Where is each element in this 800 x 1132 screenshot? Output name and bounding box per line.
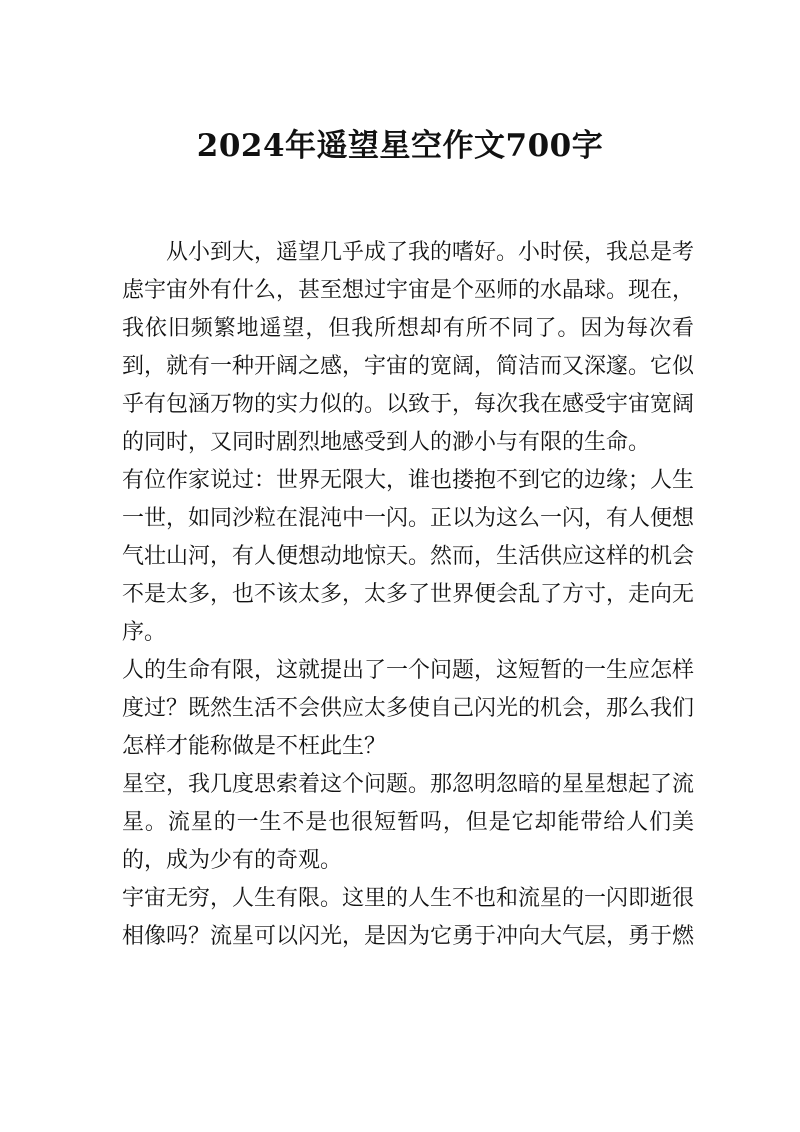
- paragraph-3: 人的生命有限，这就提出了一个问题，这短暂的一生应怎样度过？既然生活不会供应太多使自己闪光的机会，那么我们怎样才能称做是不枉此生？: [122, 658, 695, 759]
- paragraph-2: 有位作家说过：世界无限大，谁也搂抱不到它的边缘；人生一世，如同沙粒在混沌中一闪。正以为这么一闪，有人便想气壮山河，有人便想动地惊天。然而，生活供应这样的机会不是太多，也不该太多，太多了世界便会乱了方寸，走向无序。: [122, 468, 695, 645]
- document-body: [122, 234, 694, 956]
- paragraph-4: 星空，我几度思索着这个问题。那忽明忽暗的星星想起了流星。流星的一生不是也很短暂吗，但是它却能带给人们美的，成为少有的奇观。: [122, 772, 695, 873]
- paragraph-5: 宇宙无穷，人生有限。这里的人生不也和流星的一闪即逝很相像吗？流星可以闪光，是因为它勇于冲向大气层，勇于燃: [122, 886, 695, 949]
- paragraph-1: 从小到大，遥望几乎成了我的嗜好。小时侯，我总是考虑宇宙外有什么，甚至想过宇宙是个巫师的水晶球。现在，我依旧频繁地遥望，但我所想却有所不同了。因为每次看到，就有一种开阔之感，宇宙的宽阔，简洁而又深邃。它似乎有包涵万物的实力似的。以致于，每次我在感受宇宙宽阔的同时，又同时剧烈地感受到人的渺小与有限的生命。: [122, 240, 695, 455]
- document-title: 2024年遥望星空作文700字: [196, 128, 604, 164]
